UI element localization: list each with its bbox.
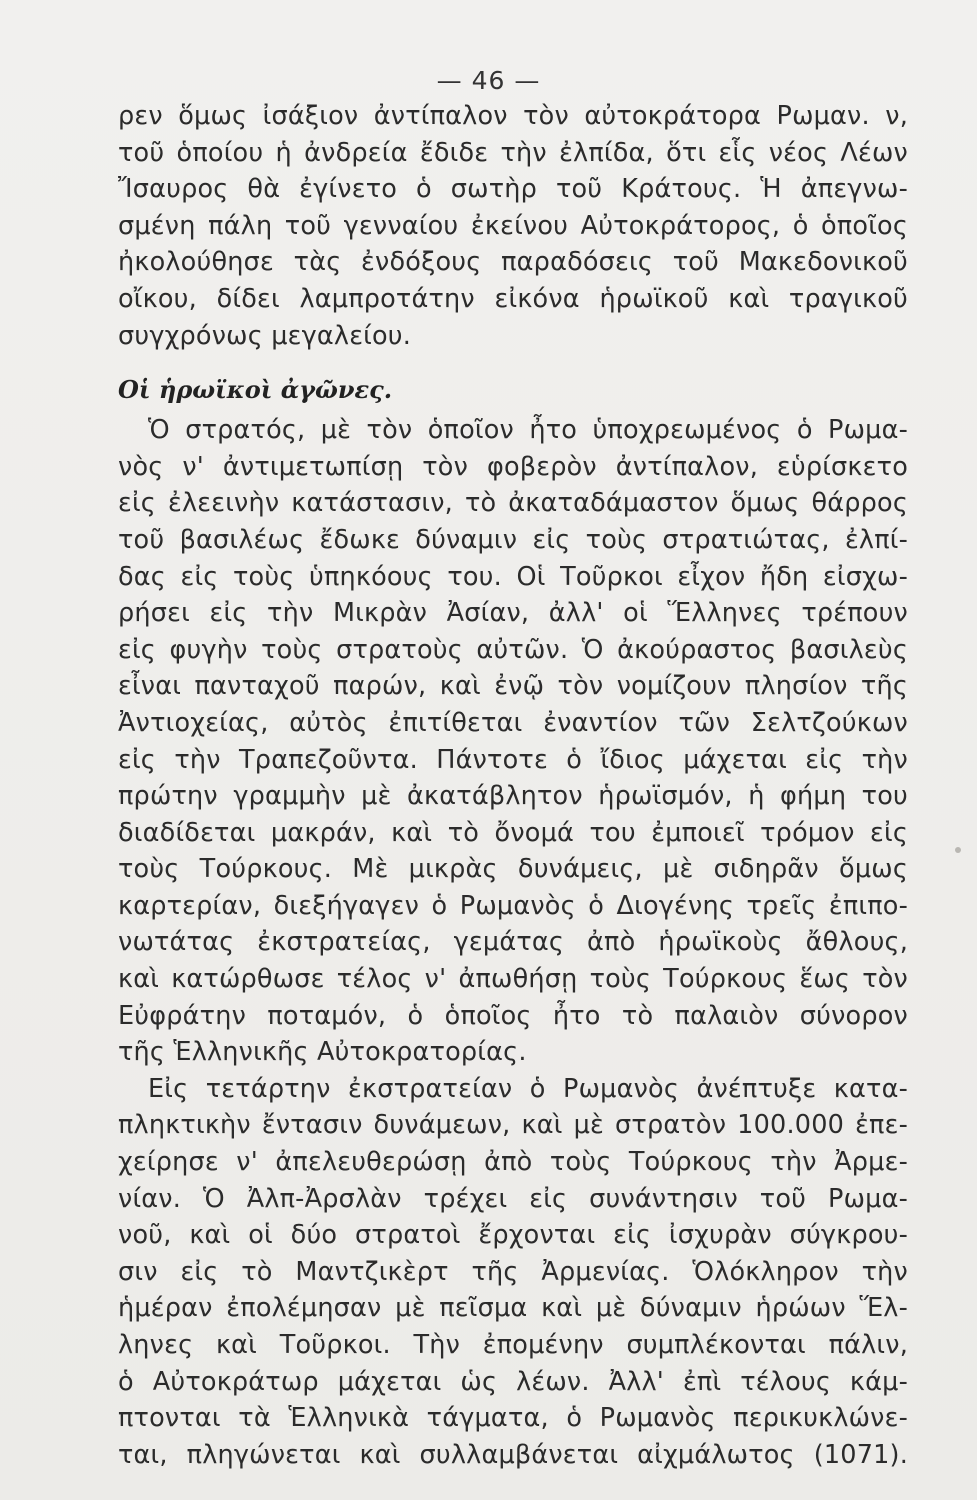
text-line: ὁ Αὐτοκράτωρ μάχεται ὡς λέων. Ἀλλ' ἐπὶ τέλους κάμ- [118,1366,908,1397]
text-line: σμένη πάλη τοῦ γενναίου ἐκείνου Αὐτοκράτορος, ὁ ὁποῖος [118,210,908,241]
page-number: — 46 — [436,66,541,95]
text-line: τῆς Ἑλληνικῆς Αὐτοκρατορίας. [118,1037,527,1068]
paragraph-fourth-campaign [118,1071,908,1474]
text-line: εἰς φυγὴν τοὺς στρατοὺς αὐτῶν. Ὁ ἀκούραστος βασιλεὺς [118,634,908,665]
text-line: ληνες καὶ Τοῦρκοι. Τὴν ἐπομένην συμπλέκονται πάλιν, [118,1330,908,1360]
text-line: εἰς ἐλεεινὴν κατάστασιν, τὸ ἀκαταδάμαστον ὅμως θάρρος [118,488,908,519]
text-line: ἡμέραν ἐπολέμησαν μὲ πεῖσμα καὶ μὲ δύναμιν ἡρώων Ἕλ- [118,1293,908,1324]
text-line: νὸς ν' ἀντιμετωπίσῃ τὸν φοβερὸν ἀντίπαλον, εὑρίσκετο [118,451,908,482]
text-line: ρήσει εἰς τὴν Μικρὰν Ἀσίαν, ἀλλ' οἱ Ἕλληνες τρέπουν [118,598,908,629]
text-line: ρεν ὅμως ἰσάξιον ἀντίπαλον τὸν αὐτοκράτορα Ρωμαν. ν, [118,101,908,131]
text-line: καὶ κατώρθωσε τέλος ν' ἀπωθήσῃ τοὺς Τούρκους ἕως τὸν [118,964,908,995]
text-line: εἶναι πανταχοῦ παρών, καὶ ἐνῷ τὸν νομίζουν πλησίον τῆς [118,671,908,702]
text-line: νωτάτας ἐκστρατείας, γεμάτας ἀπὸ ἡρωϊκοὺς ἄθλους, [118,927,908,958]
text-line: Ὁ στρατός, μὲ τὸν ὁποῖον ἦτο ὑποχρεωμένος ὁ Ρωμα- [148,415,908,446]
text-line: οἴκου, δίδει λαμπροτάτην εἰκόνα ἡρωϊκοῦ καὶ τραγικοῦ [118,283,908,314]
text-line: ται, πληγώνεται καὶ συλλαμβάνεται αἰχμάλωτος (1071). [118,1439,908,1470]
text-line: Ἀντιοχείας, αὐτὸς ἐπιτίθεται ἐναντίον τῶν Σελτζούκων [118,707,908,738]
text-line: ἠκολούθησε τὰς ἐνδόξους παραδόσεις τοῦ Μακεδονικοῦ [118,247,908,278]
text-line: τοῦ ὁποίου ἡ ἀνδρεία ἔδιδε τὴν ἐλπίδα, ὅτι εἷς νέος Λέων [118,137,908,168]
text-line: Εὐφράτην ποταμόν, ὁ ὁποῖος ἦτο τὸ παλαιὸν σύνορον [118,1000,908,1031]
paragraph-battles [118,412,908,1071]
text-line: νίαν. Ὁ Ἀλπ-Ἀρσλὰν τρέχει εἰς συνάντησιν τοῦ Ρωμα- [118,1183,908,1214]
paper-speck [955,847,961,853]
text-line: χείρησε ν' ἀπελευθερώσῃ ἀπὸ τοὺς Τούρκους τὴν Ἀρμε- [118,1147,908,1178]
text-line: πτονται τὰ Ἑλληνικὰ τάγματα, ὁ Ρωμανὸς περικυκλώνε- [118,1403,908,1434]
text-line: δας εἰς τοὺς ὑπηκόους του. Οἱ Τοῦρκοι εἶχον ἤδη εἰσχω- [118,561,908,592]
body-text [118,98,908,1473]
text-line: διαδίδεται μακράν, καὶ τὸ ὄνομά του ἐμποιεῖ τρόμον εἰς [118,817,908,848]
text-line: νοῦ, καὶ οἱ δύο στρατοὶ ἔρχονται εἰς ἰσχυρὰν σύγκρου- [118,1220,908,1251]
text-line: Εἰς τετάρτην ἐκστρατείαν ὁ Ρωμανὸς ἀνέπτυξε κατα- [148,1073,908,1104]
text-line: πρώτην γραμμὴν μὲ ἀκατάβλητον ἡρωϊσμόν, ἡ φήμη του [118,781,908,812]
text-line: τοῦ βασιλέως ἔδωκε δύναμιν εἰς τοὺς στρατιώτας, ἐλπί- [118,524,908,555]
text-line: εἰς τὴν Τραπεζοῦντα. Πάντοτε ὁ ἴδιος μάχεται εἰς τὴν [118,744,908,775]
text-line: πληκτικὴν ἔντασιν δυνάμεων, καὶ μὲ στρατὸν 100.000 ἐπε- [118,1110,908,1141]
text-line: συγχρόνως μεγαλείου. [118,320,412,351]
text-line: Ἴσαυρος θὰ ἐγίνετο ὁ σωτὴρ τοῦ Κράτους. Ἡ ἀπεγνω- [118,174,908,205]
section-heading: Οἱ ἡρωϊκοὶ ἀγῶνες. [118,375,393,405]
text-line: καρτερίαν, διεξήγαγεν ὁ Ρωμανὸς ὁ Διογένης τρεῖς ἐπιπο- [118,890,908,921]
text-line: τοὺς Τούρκους. Μὲ μικρὰς δυνάμεις, μὲ σιδηρᾶν ὅμως [118,854,908,885]
text-line: σιν εἰς τὸ Μαντζικὲρτ τῆς Ἀρμενίας. Ὁλόκληρον τὴν [118,1256,908,1287]
paragraph-intro [118,98,908,354]
